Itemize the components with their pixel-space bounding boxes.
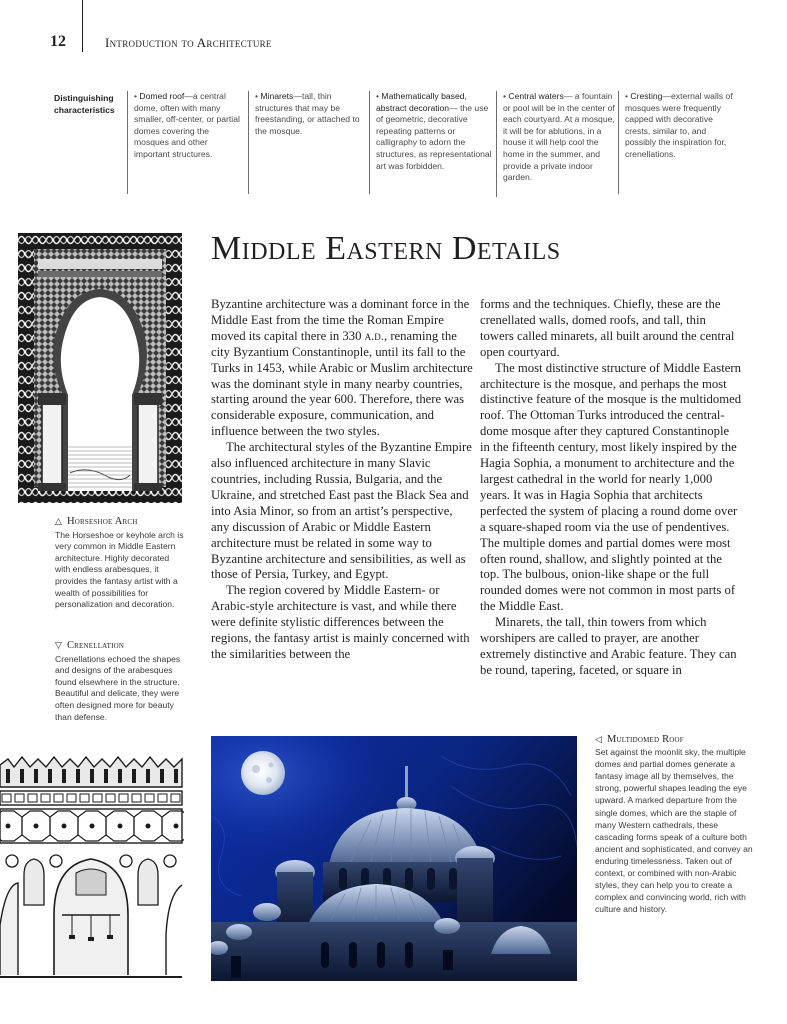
caption-title bbox=[595, 734, 755, 746]
body-paragraph bbox=[211, 297, 473, 440]
characteristic-description: —tall, thin structures that may be freestanding, or attached to the mosque. bbox=[255, 91, 360, 136]
body-column-right bbox=[480, 297, 742, 679]
characteristics-strip bbox=[0, 91, 787, 201]
running-head: Introduction to Architecture bbox=[105, 35, 272, 50]
bullet: • bbox=[376, 91, 380, 101]
bullet: • bbox=[503, 91, 507, 101]
caption-title-text: Crenellation bbox=[66, 640, 125, 651]
characteristics-label: Distinguishing characteristics bbox=[54, 93, 115, 115]
characteristic-cresting bbox=[618, 91, 738, 194]
caption-horseshoe-arch bbox=[55, 516, 185, 611]
characteristic-central-waters bbox=[496, 91, 616, 197]
triangle-left-icon: ◁ bbox=[595, 735, 603, 745]
caption-title-text: Multidomed Roof bbox=[606, 734, 684, 745]
characteristic-term: Domed roof bbox=[139, 91, 185, 101]
bullet: • bbox=[625, 91, 629, 101]
bullet: • bbox=[255, 91, 259, 101]
caption-multidomed-roof bbox=[595, 734, 755, 915]
characteristic-term: Minarets bbox=[260, 91, 294, 101]
characteristic-minarets bbox=[248, 91, 366, 194]
bullet: • bbox=[134, 91, 138, 101]
caption-text: The Horseshoe or keyhole arch is very common in Middle Eastern architecture. Highly decorated with endless arabesques, it provides the fantasy artist with a wealth of possibilities for personalization and decoration. bbox=[55, 529, 184, 610]
era-abbreviation: a.d. bbox=[364, 328, 384, 343]
header-rule bbox=[82, 0, 83, 52]
caption-title bbox=[55, 640, 185, 653]
characteristic-term: Cresting bbox=[630, 91, 663, 101]
mosque-night-photo bbox=[211, 736, 577, 981]
caption-title-text: Horseshoe Arch bbox=[66, 516, 138, 527]
text-run: , renaming the city Byzantium Constantinople, until its fall to the Turks in 1453, while Arabic or Muslim architecture was the dominant style in many nearby countries, starting around the year 600. Therefore, there was considerable exposure, communication, and influence between the two styles. bbox=[211, 328, 473, 439]
page-title: Middle Eastern Details bbox=[211, 230, 561, 267]
caption-text: Crenellations echoed the shapes and designs of the arabesques found elsewhere in the structure. Beautiful and delicate, they were often designed more for beauty than defense. bbox=[55, 653, 181, 722]
characteristic-domed-roof bbox=[127, 91, 245, 194]
body-column-left bbox=[211, 297, 473, 663]
triangle-up-icon: △ bbox=[55, 517, 63, 527]
page-number: 12 bbox=[50, 33, 66, 50]
caption-text: Set against the moonlit sky, the multiple domes and partial domes generate a fantasy image all by themselves, the strong, powerful shapes leading the eye upward. A marked departure from the single domes, which are the staple of many Western cathedrals, these cascading forms speak of a culture both ancient and sophisticated, and convey an enduring timelessness. Taken out of context, or combined with non-Arabic styles, they can help you to create a complex and convincing world, rich with culture and history. bbox=[595, 747, 753, 915]
characteristic-term: Central waters bbox=[508, 91, 564, 101]
body-paragraph: forms and the techniques. Chiefly, these are the crenellated walls, domed roofs, and tall, thin towers called minarets, all built around the central open courtyard. bbox=[480, 297, 735, 359]
body-paragraph: The architectural styles of the Byzantine Empire also influenced architecture in many Slavic countries, including Russia, Bulgaria, and the Ukraine, and stretched East past the Black Sea and into Asia Minor, so from an artist’s perspective, any discussion of Arabic or Middle Eastern architecture must be related in some way to Byzantine architecture and sensibilities, as well as those of Persia, Turkey, and Egypt. bbox=[211, 440, 472, 582]
horseshoe-arch-illustration bbox=[18, 233, 182, 503]
caption-crenellation bbox=[55, 640, 185, 723]
characteristic-description: — the use of geometric, decorative repeating patterns or calligraphy to adorn the structures, as representational art was forbidden. bbox=[376, 102, 492, 171]
characteristic-decoration bbox=[369, 91, 493, 194]
body-paragraph: The region covered by Middle Eastern- or Arabic-style architecture is vast, and while there were definite stylistic differences between the regions, the fantasy artist is mainly concerned with the similarities between the bbox=[211, 583, 470, 661]
body-paragraph: The most distinctive structure of Middle Eastern architecture is the mosque, and perhaps the most distinctive feature of the mosque is the multidomed roof. The Ottoman Turks introduced the central-dome mosque after they captured Constantinople in the fifteenth century, most likely inspired by the Hagia Sophia, a monument to architecture and the largest cathedral in the world for nearly 1,000 years. It was in Hagia Sophia that architects perfected the system of placing a round dome over a square-shaped room via the use of pendentives. The multiple domes and partial domes were most often round, shallow, and slightly pointed at the top. The bulbous, onion-like shape or the full rounded domes were not common in most parts of the Middle East. bbox=[480, 360, 742, 614]
characteristic-description: —external walls of mosques were frequently capped with decorative crests, similar to, and possibly the inspiration for, crenellations. bbox=[625, 91, 733, 159]
caption-title bbox=[55, 516, 185, 529]
characteristic-term: Mathematically based, abstract decoration bbox=[376, 91, 467, 113]
characteristic-description: —a central dome, often with many smaller, off-center, or partial domes covering the mosques and other important structures. bbox=[134, 91, 240, 159]
text-run: Byzantine architecture was a dominant force in the Middle East from the time the Roman Empire moved its capital there in 330 bbox=[211, 297, 470, 343]
crenellation-illustration bbox=[0, 755, 184, 980]
characteristic-description: — a fountain or pool will be in the center of each courtyard. At a mosque, it will be for ablutions, in a house it will help cool the home in the summer, and provide a private indoor garden. bbox=[503, 91, 615, 183]
body-paragraph: Minarets, the tall, thin towers from which worshipers are called to prayer, are another extremely distinctive and Arabic feature. They can be round, tapering, faceted, or square in bbox=[480, 615, 737, 677]
triangle-down-icon: ▽ bbox=[55, 641, 63, 651]
